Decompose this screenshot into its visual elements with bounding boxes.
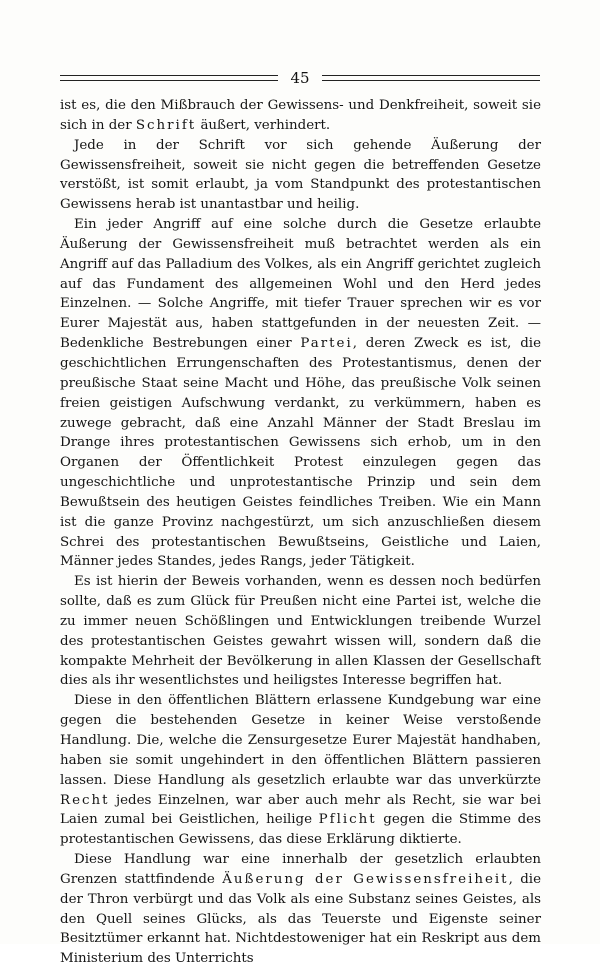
body-text bbox=[60, 96, 541, 969]
paragraph bbox=[60, 215, 541, 572]
paragraph-text: gegen die Stimme des protestantischen Gewissens, das diese Erklärung diktierte. bbox=[60, 812, 541, 848]
paragraph bbox=[60, 850, 541, 969]
spaced-emphasis-text: Partei bbox=[300, 336, 353, 352]
paragraph bbox=[60, 136, 541, 215]
paragraph-text: , deren Zweck es ist, die geschichtlichen Errungenschaften des Protestantismus, denen der preußische Staat seine Macht und Höhe, das preußische Volk seinen freien geistigen Aufschwung verdankt, zu verkümmern, haben es zuwege gebracht, daß eine Anzahl Männer der Stadt Breslau im Drange ihres protestantischen Gewissens sich erhob, um in den Organen der Öffentlichkeit Protest einzulegen gegen das ungeschichtliche und unprotestantische Prinzip und sein dem Bewußtsein des heutigen Geistes feindliches Treiben. Wie ein Mann ist die ganze Provinz nachgestürzt, um sich anzuschließen diesem Schrei des protestantischen Bewußtseins, Geistliche und Laien, Männer jedes Standes, jedes Rangs, jeder Tätigkeit. bbox=[60, 336, 541, 570]
page-number: 45 bbox=[290, 68, 310, 87]
paragraph-text: Es ist hierin der Beweis vorhanden, wenn es dessen noch bedürfen sollte, daß es zum Glück für Preußen nicht eine Partei ist, welche die zu immer neuen Schößlingen und Entwicklungen treibende Wurzel des protestantischen Geistes gewahrt wissen will, sondern daß die kompakte Mehrheit der Bevölkerung in allen Klassen der Gesellschaft dies als ihr wesentlichstes und heiligstes Interesse begriffen hat. bbox=[60, 574, 541, 689]
paragraph-text: äußert, verhindert. bbox=[196, 117, 331, 133]
page-header bbox=[60, 66, 540, 90]
paragraph bbox=[60, 572, 541, 691]
paragraph-text: Diese in den öffentlichen Blättern erlassene Kundgebung war eine gegen die bestehenden Gesetze in keiner Weise verstoßende Handlung. Die, welche die Zensurgesetze Eurer Majestät handhaben, haben sie somit ungehindert in den öffentlichen Blättern passieren lassen. Diese Handlung als gesetzlich erlaubte war das unverkürzte bbox=[60, 693, 541, 788]
spaced-emphasis-text: Schrift bbox=[135, 117, 197, 133]
paragraph-text: ist es, die den Mißbrauch der Gewissens- und Denkfreiheit, soweit sie sich in der bbox=[60, 98, 541, 133]
paragraph-text: , die der Thron verbürgt und das Volk als eine Substanz seines Geistes, als den Quell seines Glücks, als das Teuerste und Eigenste seiner Besitztümer erkannt hat. Nichtdestoweniger hat ein Reskript aus dem Ministerium des Unterrichts bbox=[60, 871, 542, 967]
paragraph-text: Diese Handlung war eine innerhalb der gesetzlich erlaubten Grenzen stattfindende bbox=[60, 852, 541, 887]
spaced-emphasis-text: Äußerung der Gewissensfreiheit bbox=[222, 871, 509, 887]
paragraph bbox=[60, 96, 541, 136]
paragraph-text: Ein jeder Angriff auf eine solche durch die Gesetze erlaubte Äußerung der Gewissensfreiheit muß betrachtet werden als ein Angriff auf das Palladium des Volkes, als ein Angriff gerichtet zugleich auf das Fundament des allgemeinen Wohl und den Herd jedes Einzelnen. — Solche Angriffe, mit tiefer Trauer sprechen wir es vor Eurer Majestät aus, haben stattgefunden in der neuesten Zeit. — Bedenkliche Bestrebungen einer bbox=[60, 217, 541, 352]
header-rule-left bbox=[60, 75, 278, 81]
header-rule-right bbox=[322, 75, 540, 81]
paragraph-text: jedes Einzelnen, war aber auch mehr als Recht, sie war bei Laien zumal bei Geistlichen, heilige bbox=[60, 792, 541, 828]
paragraph bbox=[60, 691, 541, 850]
paragraph-text: Jede in der Schrift vor sich gehende Äußerung der Gewissensfreiheit, soweit sie nicht gegen die betreffenden Gesetze verstößt, ist somit erlaubt, ja vom Standpunkt des protestantischen Gewissens herab ist unantastbar und heilig. bbox=[60, 137, 541, 213]
spaced-emphasis-text: Recht bbox=[60, 792, 110, 808]
spaced-emphasis-text: Pflicht bbox=[318, 812, 377, 828]
